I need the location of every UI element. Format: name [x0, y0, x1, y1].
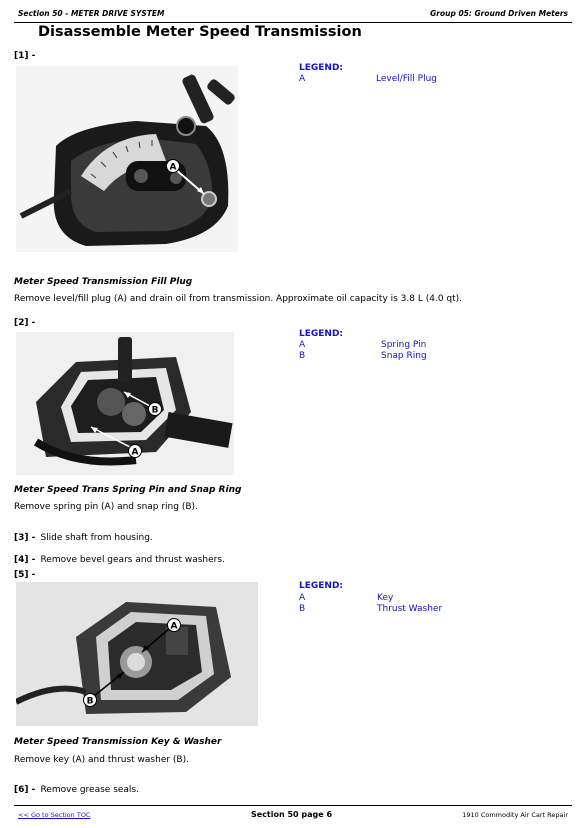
step-5-label: [5] - — [14, 570, 36, 580]
step-2-caption: Meter Speed Trans Spring Pin and Snap Ring — [14, 485, 242, 495]
step-5-legend-value-b: Thrust Washer — [377, 604, 443, 614]
header-divider — [14, 22, 572, 23]
step-3-label: [3] - — [14, 533, 36, 543]
header-section: Section 50 - METER DRIVE SYSTEM — [18, 9, 165, 18]
toc-link[interactable]: << Go to Section TOC — [18, 811, 91, 819]
callout-b: B — [86, 696, 94, 707]
step-2-legend-title: LEGEND: — [299, 329, 344, 339]
step-1-legend-key-a: A — [299, 74, 306, 84]
step-2-label: [2] - — [14, 318, 36, 328]
page-number: Section 50 page 6 — [251, 810, 333, 819]
step-2-legend-key-b: B — [299, 351, 306, 361]
callout-a: A — [170, 621, 178, 632]
step-1-legend-value-a: Level/Fill Plug — [376, 74, 438, 84]
page-title: Disassemble Meter Speed Transmission — [38, 24, 362, 40]
step-5-legend-key-a: A — [299, 593, 306, 603]
step-5-legend-value-a: Key — [377, 593, 394, 603]
step-1-caption: Meter Speed Transmission Fill Plug — [14, 277, 193, 287]
step-6-label: [6] - — [14, 785, 36, 795]
step-3 — [14, 525, 153, 544]
callout-a: A — [169, 162, 177, 173]
step-5-caption: Meter Speed Transmission Key & Washer — [14, 737, 222, 747]
step-3-text: Slide shaft from housing. — [40, 533, 153, 543]
fill-plug-photo — [16, 66, 238, 252]
step-5-text: Remove key (A) and thrust washer (B). — [14, 755, 189, 765]
spring-pin-photo — [16, 332, 234, 475]
step-1-legend-title: LEGEND: — [299, 63, 344, 73]
key-washer-photo — [16, 582, 258, 726]
step-4-label: [4] - — [14, 555, 36, 565]
step-2-legend-value-b: Snap Ring — [381, 351, 427, 361]
step-1-label: [1] - — [14, 51, 36, 61]
callout-b: B — [151, 405, 159, 416]
step-2-legend-key-a: A — [299, 340, 306, 350]
step-6 — [14, 777, 139, 796]
step-2-legend-value-a: Spring Pin — [381, 340, 427, 350]
step-6-text: Remove grease seals. — [40, 785, 139, 795]
step-5-legend-title: LEGEND: — [299, 581, 344, 591]
step-5-legend-key-b: B — [299, 604, 306, 614]
step-4 — [14, 547, 225, 566]
manual-title: 1910 Commodity Air Cart Repair — [462, 811, 568, 819]
callout-a: A — [131, 447, 139, 458]
footer-divider — [14, 805, 572, 806]
header-group: Group 05: Ground Driven Meters — [430, 9, 568, 18]
step-2-text: Remove spring pin (A) and snap ring (B). — [14, 502, 198, 512]
step-1-text: Remove level/fill plug (A) and drain oil from transmission. Approximate oil capacity is 3.8 L (4.0 qt). — [14, 294, 463, 304]
step-4-text: Remove bevel gears and thrust washers. — [40, 555, 225, 565]
